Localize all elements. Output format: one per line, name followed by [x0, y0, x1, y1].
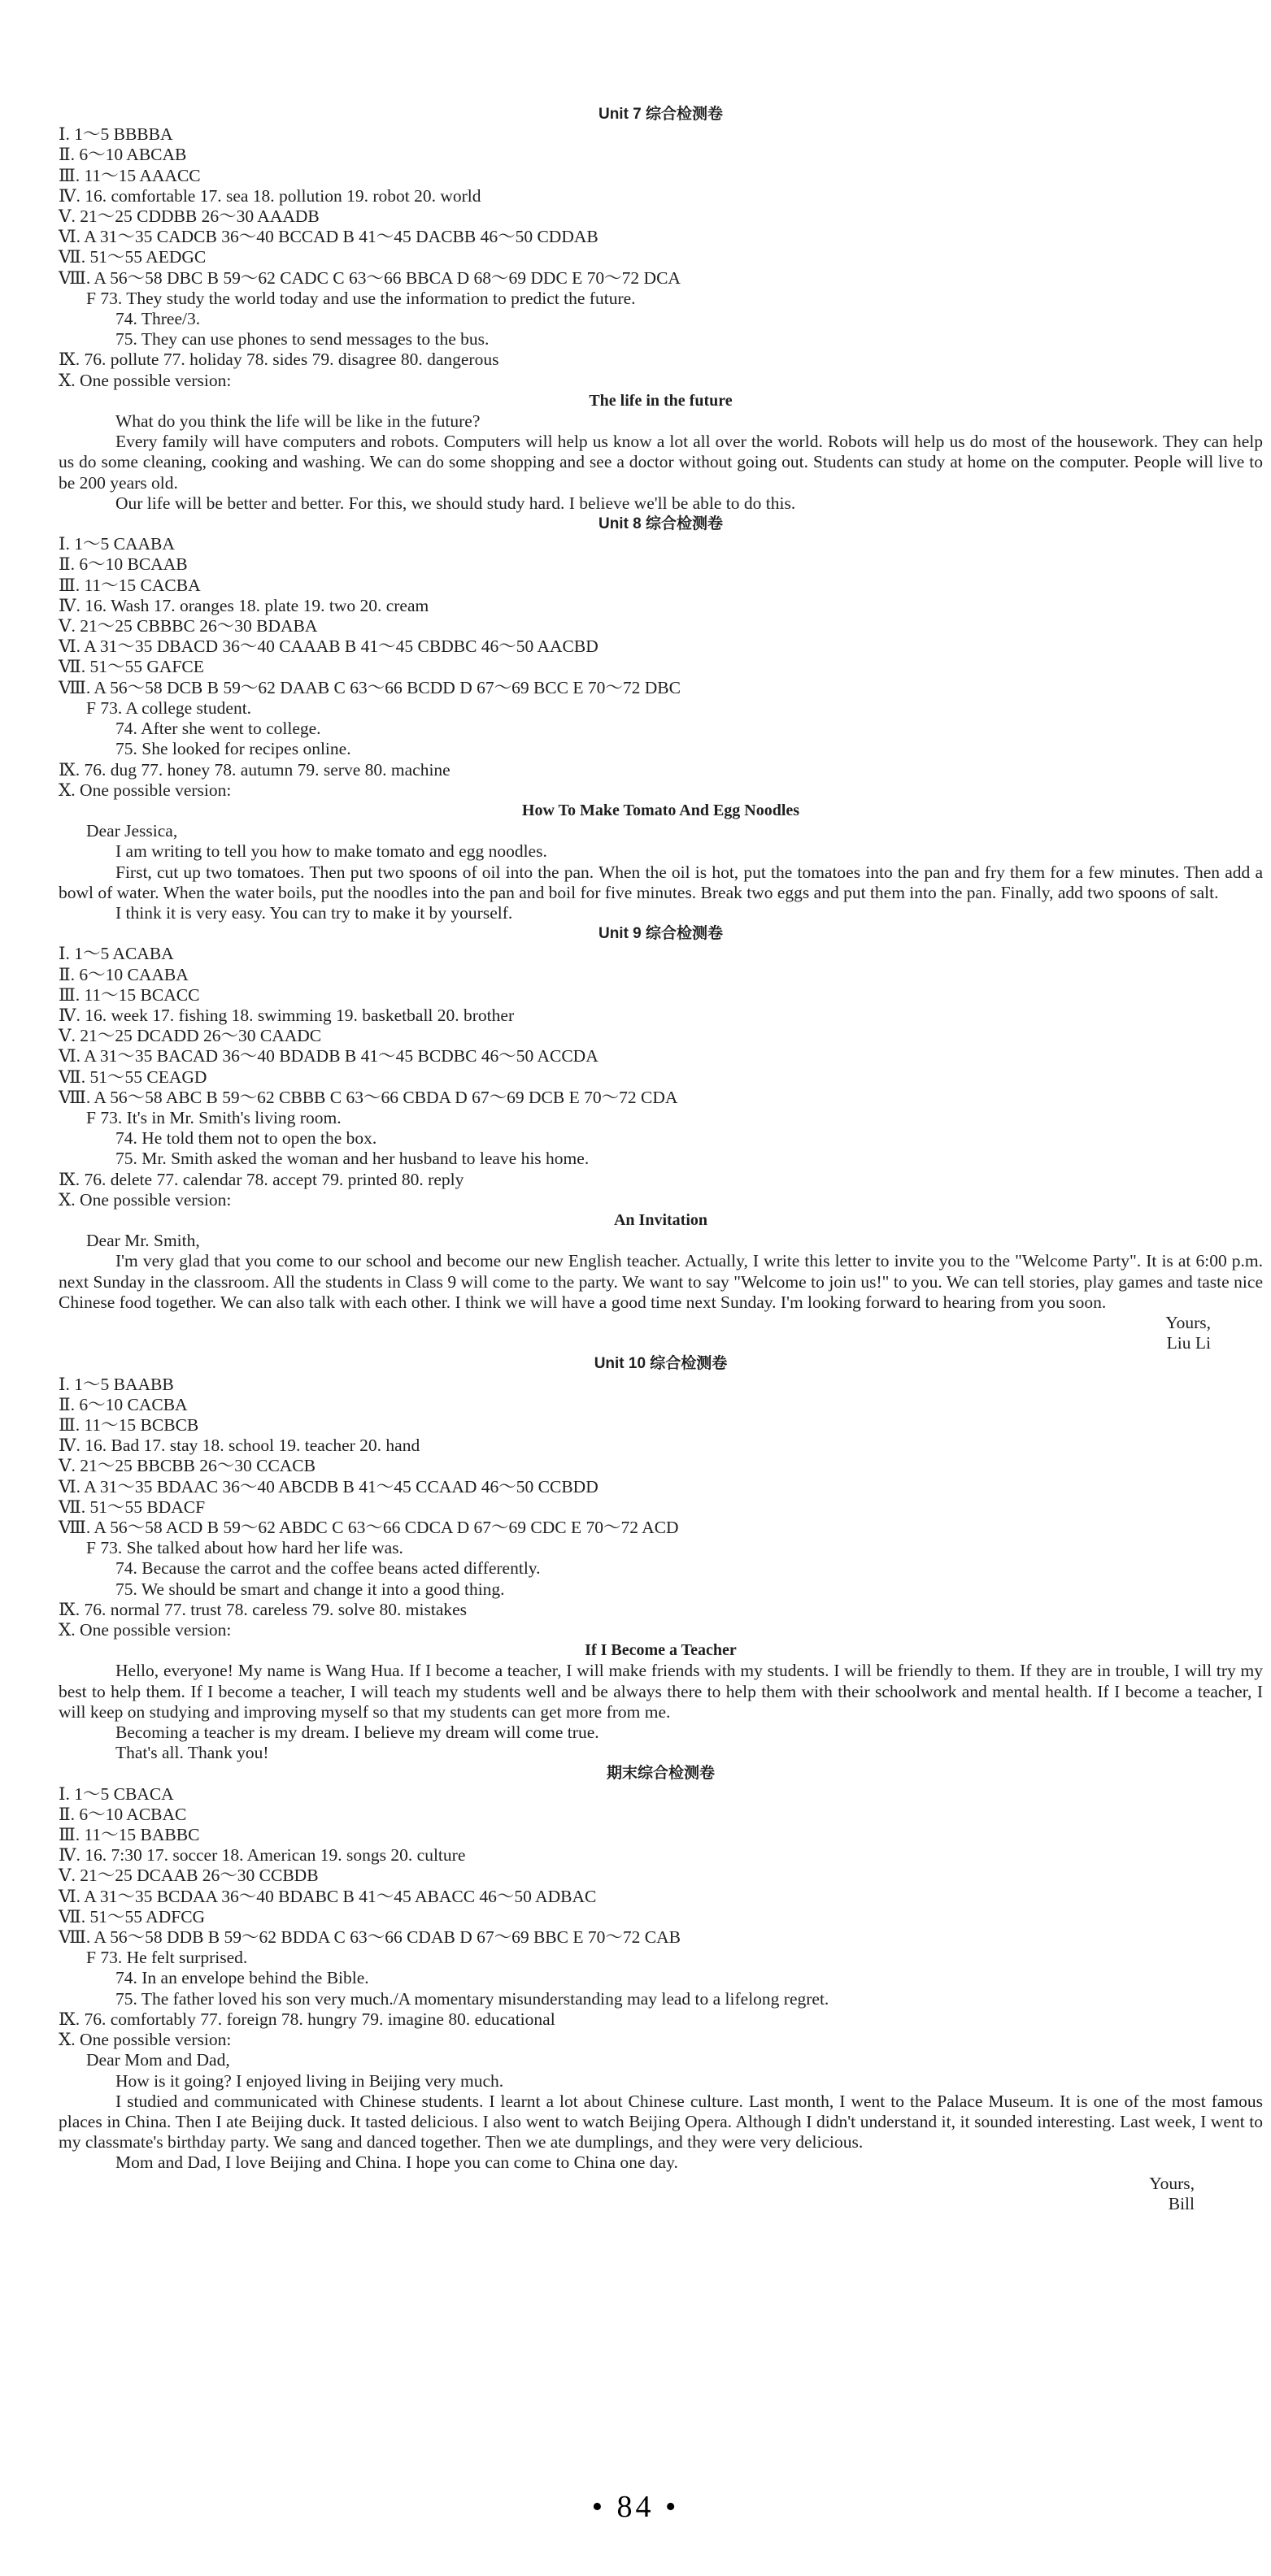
answer-line: Ⅵ. A 31～35 BDAAC 36～40 ABCDB B 41～45 CCAAD 46～50 CCBDD: [59, 1476, 599, 1497]
answer-line: 75. We should be smart and change it into a good thing.: [115, 1579, 505, 1599]
essay-paragraph: How is it going? I enjoyed living in Beijing very much.: [115, 2070, 504, 2091]
answer-line: Ⅷ. A 56～58 ACD B 59～62 ABDC C 63～66 CDCA D 67～69 CDC E 70～72 ACD: [59, 1518, 679, 1538]
answer-line: Ⅱ. 6～10 ABCAB: [59, 145, 187, 165]
answer-line: Ⅲ. 11～15 CACBA: [59, 575, 201, 595]
answer-line: Ⅴ. 21～25 BBCBB 26～30 CCACB: [59, 1456, 316, 1476]
answer-line: Ⅸ. 76. comfortably 77. foreign 78. hungry 79. imagine 80. educational: [59, 2009, 555, 2029]
answer-line: 74. He told them not to open the box.: [115, 1128, 377, 1149]
answer-line: Ⅰ. 1～5 BAABB: [59, 1374, 174, 1394]
answer-line: Ⅶ. 51～55 BDACF: [59, 1497, 206, 1517]
answer-line: Ⅹ. One possible version:: [59, 1189, 232, 1210]
answer-line: 75. Mr. Smith asked the woman and her husband to leave his home.: [115, 1149, 590, 1169]
section-title: Unit 10 综合检测卷: [594, 1355, 728, 1373]
section-unit-9: [59, 923, 1263, 1353]
answer-line: Ⅱ. 6～10 BCAAB: [59, 554, 188, 575]
answer-line: 75. She looked for recipes online.: [115, 739, 351, 759]
answer-line: Ⅷ. A 56～58 DDB B 59～62 BDDA C 63～66 CDAB D 67～69 BBC E 70～72 CAB: [59, 1927, 681, 1948]
essay-paragraph: Our life will be better and better. For this, we should study hard. I believe we'll be able to do this.: [115, 493, 796, 513]
answer-line: Ⅴ. 21～25 CDDBB 26～30 AAADB: [59, 206, 320, 227]
answer-line: Ⅸ. 76. normal 77. trust 78. careless 79. solve 80. mistakes: [59, 1599, 468, 1619]
answer-line: Ⅲ. 11～15 AAACC: [59, 165, 201, 185]
essay-paragraph: I think it is very easy. You can try to make it by yourself.: [115, 902, 513, 923]
answer-line: 75. They can use phones to send messages to the bus.: [115, 329, 490, 350]
answer-line: F 73. A college student.: [86, 697, 252, 718]
answer-line: Ⅵ. A 31～35 BACAD 36～40 BDADB B 41～45 BCDBC 46～50 ACCDA: [59, 1046, 599, 1066]
answer-line: Ⅹ. One possible version:: [59, 370, 232, 390]
section-final-exam: [59, 1763, 1263, 2213]
answer-line: F 73. She talked about how hard her life was.: [86, 1538, 403, 1558]
answer-line: Ⅷ. A 56～58 DCB B 59～62 DAAB C 63～66 BCDD D 67～69 BCC E 70～72 DBC: [59, 677, 681, 697]
essay-title: How To Make Tomato And Egg Noodles: [521, 801, 800, 819]
answer-line: Ⅶ. 51～55 ADFCG: [59, 1906, 206, 1927]
essay-greeting: Dear Mr. Smith,: [86, 1231, 200, 1251]
answer-line: Ⅳ. 16. Bad 17. stay 18. school 19. teacher 20. hand: [59, 1436, 420, 1456]
essay-greeting: Dear Jessica,: [86, 821, 178, 841]
section-title: Unit 9 综合检测卷: [598, 925, 724, 943]
answer-line: Ⅰ. 1～5 CAABA: [59, 534, 175, 554]
essay-title: The life in the future: [589, 391, 733, 410]
answer-line: Ⅵ. A 31～35 BCDAA 36～40 BDABC B 41～45 ABACC 46～50 ADBAC: [59, 1886, 597, 1906]
answer-line: Ⅱ. 6～10 CAABA: [59, 964, 189, 984]
answer-line: Ⅳ. 16. Wash 17. oranges 18. plate 19. two 20. cream: [59, 595, 429, 615]
essay-paragraph: I'm very glad that you come to our school and become our new English teacher. Actually, I write this letter to invite you to the "Welcome Party". It is at 6:00 p.m. next Sunday in the classroom. All the students in Class 9 will come to the party. We want to say "Welcome to join us!" to you. We can tell stories, play games and taste nice Chinese food together. We can also talk with each other. I think we will have a good time next Sunday. I'm looking forward to hearing from you soon.: [59, 1251, 1263, 1312]
answer-line: Ⅰ. 1～5 ACABA: [59, 944, 174, 964]
answer-line: Ⅴ. 21～25 CBBBC 26～30 BDABA: [59, 616, 318, 636]
essay-paragraph: I am writing to tell you how to make tomato and egg noodles.: [115, 841, 547, 862]
answer-line: Ⅲ. 11～15 BABBC: [59, 1825, 200, 1845]
essay-paragraph: I studied and communicated with Chinese students. I learnt a lot about Chinese culture. Last month, I went to the Palace Museum. It is one of the most famous places in China. Then I ate Beijing duck. It tasted delicious. I also went to watch Beijing Opera. Although I didn't understand it, it sounded interesting. Last week, I went to my classmate's birthday party. We sang and danced together. Then we ate dumplings, and they were very delicious.: [59, 2091, 1263, 2152]
essay-signature: Bill: [1168, 2193, 1195, 2213]
answer-line: Ⅸ. 76. dug 77. honey 78. autumn 79. serve 80. machine: [59, 759, 451, 780]
section-unit-10: [59, 1353, 1263, 1763]
section-title: Unit 7 综合检测卷: [598, 106, 724, 123]
essay-title: If I Become a Teacher: [585, 1641, 737, 1660]
section-title: 期末综合检测卷: [606, 1765, 715, 1783]
essay-greeting: Dear Mom and Dad,: [86, 2050, 230, 2070]
answer-line: 74. In an envelope behind the Bible.: [115, 1968, 369, 1988]
essay-closing: Yours,: [1149, 2173, 1195, 2193]
answer-line: Ⅷ. A 56～58 DBC B 59～62 CADC C 63～66 BBCA D 68～69 DDC E 70～72 DCA: [59, 267, 681, 288]
answer-line: Ⅰ. 1～5 CBACA: [59, 1783, 174, 1804]
answer-line: Ⅲ. 11～15 BCACC: [59, 984, 200, 1005]
answer-line: Ⅷ. A 56～58 ABC B 59～62 CBBB C 63～66 CBDA D 67～69 DCB E 70～72 CDA: [59, 1087, 678, 1107]
answer-line: 74. After she went to college.: [115, 719, 321, 739]
answer-line: Ⅱ. 6～10 ACBAC: [59, 1804, 187, 1824]
essay-paragraph: What do you think the life will be like in the future?: [115, 411, 481, 432]
answer-line: 74. Three/3.: [115, 309, 201, 329]
answer-line: F 73. They study the world today and use the information to predict the future.: [86, 288, 636, 308]
essay-paragraph: Mom and Dad, I love Beijing and China. I hope you can come to China one day.: [115, 2152, 678, 2173]
answer-line: Ⅹ. One possible version:: [59, 1620, 232, 1640]
answer-line: Ⅲ. 11～15 BCBCB: [59, 1415, 199, 1435]
essay-paragraph: Every family will have computers and robots. Computers will help us know a lot all over the world. Robots will help us do most of the housework. They can help us do some cleaning, cooking and washing. We can do some shopping and see a doctor without going out. Students can study at home on the computer. People will live to be 200 years old.: [59, 432, 1263, 493]
essay-paragraph: Becoming a teacher is my dream. I believe my dream will come true.: [115, 1722, 599, 1743]
essay-paragraph: That's all. Thank you!: [115, 1743, 269, 1763]
essay-paragraph: First, cut up two tomatoes. Then put two spoons of oil into the pan. When the oil is hot, put the tomatoes into the pan and fry them for a few minutes. Then add a bowl of water. When the water boils, put the noodles into the pan and boil for five minutes. Break two eggs and put them into the pan. Finally, add two spoons of salt.: [59, 862, 1263, 902]
answer-line: Ⅶ. 51～55 GAFCE: [59, 657, 204, 677]
answer-line: Ⅵ. A 31～35 CADCB 36～40 BCCAD B 41～45 DACBB 46～50 CDDAB: [59, 227, 599, 247]
section-title: Unit 8 综合检测卷: [598, 515, 724, 533]
essay-title: An Invitation: [613, 1210, 708, 1229]
essay-signature: Liu Li: [1166, 1333, 1211, 1353]
answer-line: Ⅹ. One possible version:: [59, 2030, 232, 2050]
answer-line: Ⅶ. 51～55 CEAGD: [59, 1066, 207, 1087]
answer-line: Ⅸ. 76. pollute 77. holiday 78. sides 79. disagree 80. dangerous: [59, 350, 499, 370]
page-number: • 84 •: [591, 2490, 680, 2524]
answer-line: Ⅳ. 16. comfortable 17. sea 18. pollution 19. robot 20. world: [59, 185, 481, 206]
section-unit-7: [59, 104, 1263, 514]
answer-line: Ⅹ. One possible version:: [59, 780, 232, 800]
answer-line: Ⅶ. 51～55 AEDGC: [59, 247, 207, 267]
answer-line: F 73. It's in Mr. Smith's living room.: [86, 1107, 342, 1127]
section-unit-8: [59, 514, 1263, 923]
answer-line: Ⅴ. 21～25 DCADD 26～30 CAADC: [59, 1026, 322, 1046]
essay-closing: Yours,: [1165, 1312, 1211, 1332]
answer-line: Ⅳ. 16. 7:30 17. soccer 18. American 19. songs 20. culture: [59, 1845, 466, 1866]
answer-line: Ⅸ. 76. delete 77. calendar 78. accept 79. printed 80. reply: [59, 1169, 464, 1189]
answer-line: Ⅱ. 6～10 CACBA: [59, 1394, 188, 1414]
answer-line: Ⅳ. 16. week 17. fishing 18. swimming 19. basketball 20. brother: [59, 1005, 515, 1025]
essay-paragraph: Hello, everyone! My name is Wang Hua. If I become a teacher, I will make friends with my students. I will be friendly to them. If they are in trouble, I will try my best to help them. If I become a teacher, I will teach my students well and be always there to help them with their schoolwork and mental health. If I become a teacher, I will keep on studying and improving myself so that my students can get more from me.: [59, 1661, 1263, 1722]
answer-line: Ⅵ. A 31～35 DBACD 36～40 CAAAB B 41～45 CBDBC 46～50 AACBD: [59, 636, 599, 657]
answer-line: Ⅴ. 21～25 DCAAB 26～30 CCBDB: [59, 1866, 319, 1886]
answer-line: Ⅰ. 1～5 BBBBA: [59, 124, 173, 145]
answer-line: 75. The father loved his son very much./A momentary misunderstanding may lead to a lifelong regret.: [115, 1988, 829, 2009]
answer-line: 74. Because the carrot and the coffee beans acted differently.: [115, 1558, 541, 1579]
answer-line: F 73. He felt surprised.: [86, 1948, 248, 1968]
